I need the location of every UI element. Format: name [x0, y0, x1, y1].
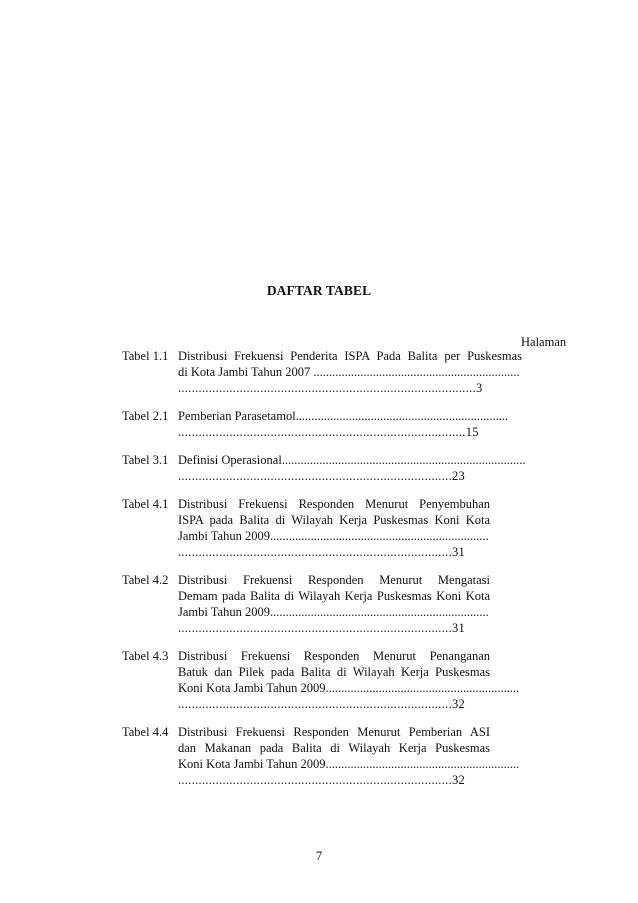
dot-leader: ................................................................................23 — [178, 469, 466, 483]
entry-label: Tabel 2.1 — [122, 409, 169, 423]
entry-page-number: 32 — [452, 773, 466, 787]
entry-page-number: 31 — [452, 545, 466, 559]
toc-entry-tabel-1-1 — [122, 348, 522, 396]
entry-title-line: Koni Kota Jambi Tahun 2009.............................................................. — [178, 681, 520, 695]
entry-title-line: Distribusi Frekuensi Responden Menurut Penanganan — [178, 649, 490, 663]
entry-body — [178, 452, 526, 484]
toc-entry-tabel-3-1 — [122, 452, 526, 484]
entry-label: Tabel 1.1 — [122, 349, 169, 363]
entry-body — [178, 408, 522, 440]
entry-page-number: 31 — [452, 621, 466, 635]
entry-title-line: Pemberian Parasetamol.................................................................... — [178, 409, 509, 423]
toc-entry-tabel-4-2 — [122, 572, 522, 636]
entry-label: Tabel 4.3 — [122, 649, 169, 663]
entry-label: Tabel 4.2 — [122, 573, 169, 587]
entry-title-line: dan Makanan pada Balita di Wilayah Kerja Puskesmas — [178, 741, 490, 755]
entry-body — [178, 572, 490, 636]
dot-leader: ................................................................................31 — [178, 545, 466, 559]
entry-title-line: Jambi Tahun 2009...................................................................... — [178, 605, 489, 619]
entry-title-line: Jambi Tahun 2009...................................................................... — [178, 529, 489, 543]
table-of-tables — [122, 348, 526, 788]
toc-entry-tabel-4-3 — [122, 648, 522, 712]
page-title: DAFTAR TABEL — [266, 283, 372, 298]
entry-title-line: Distribusi Frekuensi Responden Menurut Mengatasi — [178, 573, 490, 587]
entry-title-line: ISPA pada Balita di Wilayah Kerja Puskesmas Koni Kota — [178, 513, 490, 527]
entry-body — [178, 648, 520, 712]
entry-title-line: Koni Kota Jambi Tahun 2009.............................................................. — [178, 757, 520, 771]
dot-leader: ................................................................................32 — [178, 773, 466, 787]
page-column-header: Halaman — [521, 335, 567, 349]
page-number: 7 — [315, 849, 323, 863]
entry-page-number: 3 — [475, 381, 483, 395]
entry-page-number: 23 — [452, 469, 466, 483]
dot-leader: ....................................................................................15 — [178, 425, 479, 439]
entry-title-line: Demam pada Balita di Wilayah Kerja Puskesmas Koni Kota — [178, 589, 490, 603]
entry-page-number: 32 — [452, 697, 466, 711]
entry-body — [178, 348, 522, 396]
entry-page-number: 15 — [465, 425, 479, 439]
toc-entry-tabel-2-1 — [122, 408, 522, 440]
dot-leader: .......................................................................................3 — [178, 381, 483, 395]
toc-entry-tabel-4-4 — [122, 724, 522, 788]
dot-leader: ................................................................................31 — [178, 621, 466, 635]
entry-body — [178, 724, 520, 788]
toc-entry-tabel-4-1 — [122, 496, 522, 560]
entry-title-line: di Kota Jambi Tahun 2007 .................................................................. — [178, 365, 520, 379]
entry-label: Tabel 4.4 — [122, 725, 169, 739]
entry-body — [178, 496, 490, 560]
entry-label: Tabel 4.1 — [122, 497, 169, 511]
entry-title-line: Distribusi Frekuensi Responden Menurut Pemberian ASI — [178, 725, 490, 739]
entry-title-line: Batuk dan Pilek pada Balita di Wilayah Kerja Puskesmas — [178, 665, 490, 679]
dot-leader: ................................................................................32 — [178, 697, 466, 711]
entry-title-line: Distribusi Frekuensi Penderita ISPA Pada Balita per Puskesmas — [178, 349, 522, 363]
entry-title-line: Distribusi Frekuensi Responden Menurut Penyembuhan — [178, 497, 490, 511]
entry-label: Tabel 3.1 — [122, 453, 169, 467]
entry-title-line: Definisi Operasional.............................................................................. — [178, 453, 526, 467]
